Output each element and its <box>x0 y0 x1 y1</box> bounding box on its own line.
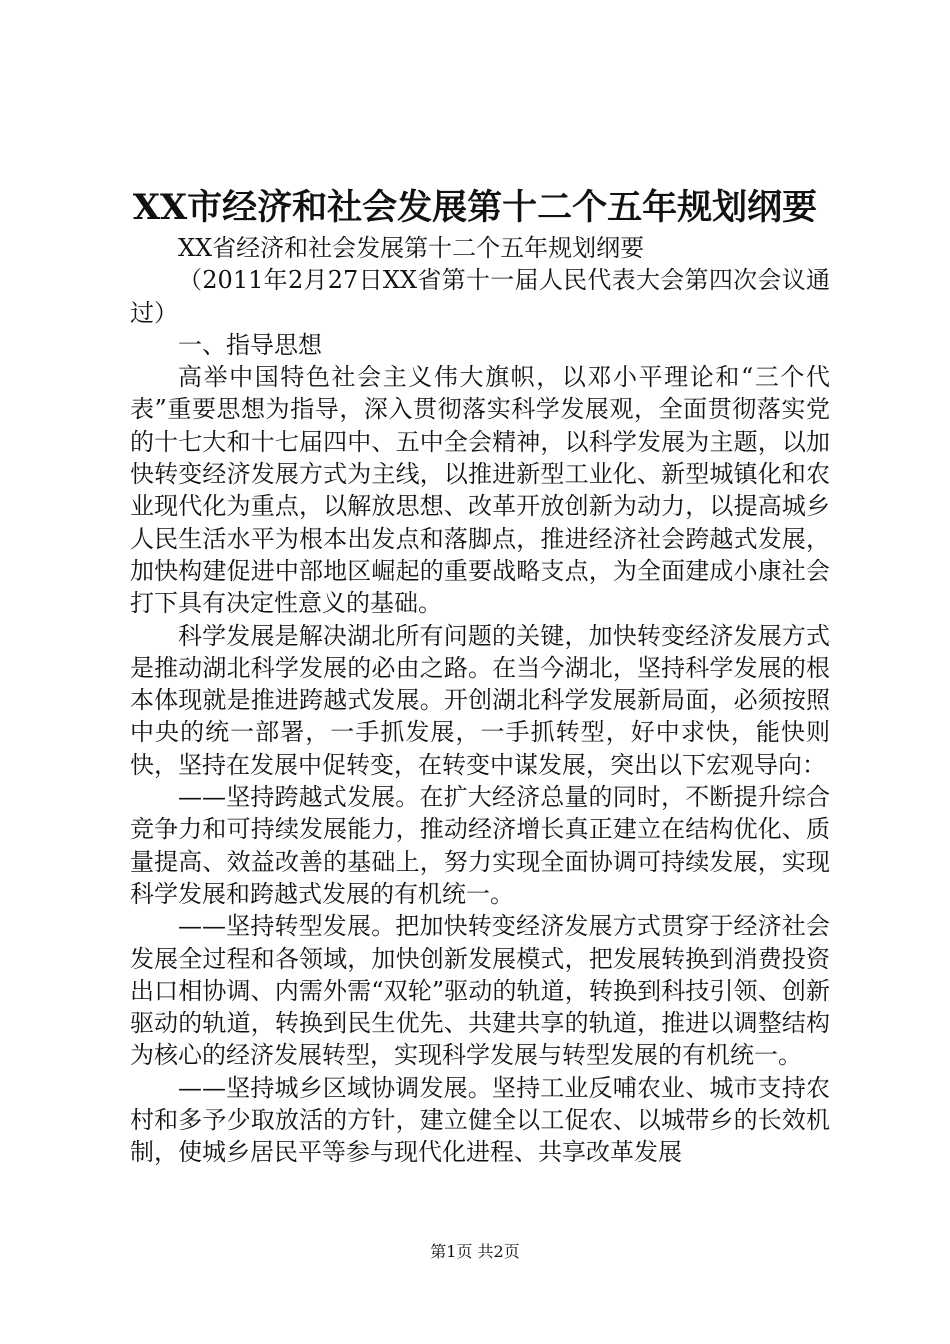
adoption-date-note: （2011年2月27日XX省第十一届人民代表大会第四次会议通过） <box>130 266 830 327</box>
document-body <box>130 232 830 1169</box>
paragraph: 高举中国特色社会主义伟大旗帜，以邓小平理论和“三个代表”重要思想为指导，深入贯彻落实科学发展观，全面贯彻落实党的十七大和十七届四中、五中全会精神，以科学发展为主题，以加快转变经济发展方式为主线，以推进新型工业化、新型城镇化和农业现代化为重点，以解放思想、改革开放创新为动力，以提高城乡人民生活水平为根本出发点和落脚点，推进经济社会跨越式发展，加快构建促进中部地区崛起的重要战略支点，为全面建成小康社会打下具有决定性意义的基础。 <box>130 363 830 618</box>
paragraph: ——坚持跨越式发展。在扩大经济总量的同时，不断提升综合竞争力和可持续发展能力，推动经济增长真正建立在结构优化、质量提高、效益改善的基础上，努力实现全面协调可持续发展，实现科学发展和跨越式发展的有机统一。 <box>130 783 830 908</box>
paragraph: ——坚持转型发展。把加快转变经济发展方式贯穿于经济社会发展全过程和各领域，加快创新发展模式，把发展转换到消费投资出口相协调、内需外需“双轮”驱动的轨道，转换到科技引领、创新驱动的轨道，转换到民生优先、共建共享的轨道，推进以调整结构为核心的经济发展转型，实现科学发展与转型发展的有机统一。 <box>130 912 830 1070</box>
page-footer: 第1页 共2页 <box>430 1242 520 1261</box>
paragraph: 科学发展是解决湖北所有问题的关键，加快转变经济发展方式是推动湖北科学发展的必由之路。在当今湖北，坚持科学发展的根本体现就是推进跨越式发展。开创湖北科学发展新局面，必须按照中央的统一部署，一手抓发展，一手抓转型，好中求快，能快则快，坚持在发展中促转变，在转变中谋发展，突出以下宏观导向： <box>130 621 830 779</box>
paragraph: ——坚持城乡区域协调发展。坚持工业反哺农业、城市支持农村和多予少取放活的方针，建立健全以工促农、以城带乡的长效机制，使城乡居民平等参与现代化进程、共享改革发展 <box>130 1073 830 1167</box>
section-heading: 一、指导思想 <box>178 330 322 359</box>
document-title: XX市经济和社会发展第十二个五年规划纲要 <box>132 187 818 228</box>
document-subtitle: XX省经济和社会发展第十二个五年规划纲要 <box>178 234 645 262</box>
